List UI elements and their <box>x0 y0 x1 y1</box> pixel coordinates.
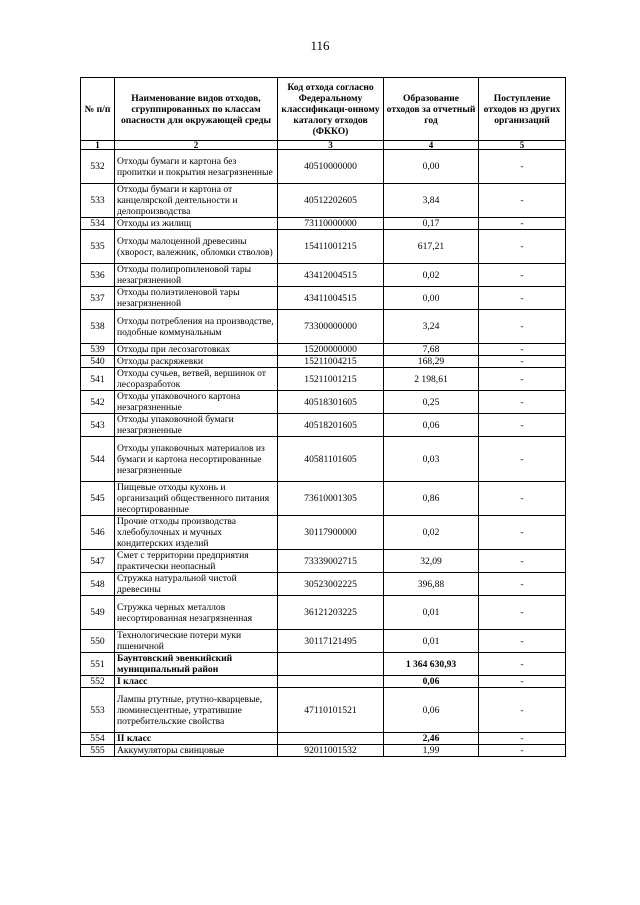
formed-amount: 396,88 <box>384 573 479 596</box>
row-number: 541 <box>81 368 115 391</box>
received-amount: - <box>479 573 566 596</box>
header-code: Код отхода согласно Федеральному классификаци-онному каталогу отходов (ФККО) <box>278 78 384 141</box>
waste-name: Отходы из жилищ <box>115 218 278 230</box>
formed-amount: 0,06 <box>384 688 479 733</box>
received-amount: - <box>479 437 566 482</box>
waste-name: II класс <box>115 733 278 745</box>
waste-name: Отходы сучьев, ветвей, вершинок от лесоразработок <box>115 368 278 391</box>
table-row <box>81 482 566 516</box>
header-num: № п/п <box>81 78 115 141</box>
formed-amount: 0,02 <box>384 516 479 550</box>
waste-name: Отходы упаковочной бумаги незагрязненные <box>115 414 278 437</box>
formed-amount: 2 198,61 <box>384 368 479 391</box>
row-number: 534 <box>81 218 115 230</box>
formed-amount: 0,01 <box>384 630 479 653</box>
column-number: 5 <box>479 141 566 150</box>
header-row <box>81 78 566 141</box>
fkko-code: 73110000000 <box>278 218 384 230</box>
waste-name: Стружка натуральной чистой древесины <box>115 573 278 596</box>
waste-name: Смет с территории предприятия практически неопасный <box>115 550 278 573</box>
table-row <box>81 218 566 230</box>
row-number: 540 <box>81 356 115 368</box>
table-row <box>81 184 566 218</box>
fkko-code <box>278 653 384 676</box>
formed-amount: 0,17 <box>384 218 479 230</box>
table-row <box>81 630 566 653</box>
table-row <box>81 150 566 184</box>
fkko-code: 15200000000 <box>278 344 384 356</box>
table-row <box>81 230 566 264</box>
row-number: 545 <box>81 482 115 516</box>
fkko-code: 30117900000 <box>278 516 384 550</box>
row-number: 546 <box>81 516 115 550</box>
waste-name: Лампы ртутные, ртутно-кварцевые, люминесцентные, утратившие потребительские свойства <box>115 688 278 733</box>
fkko-code: 40512202605 <box>278 184 384 218</box>
fkko-code: 43411004515 <box>278 287 384 310</box>
received-amount: - <box>479 230 566 264</box>
waste-name: I класс <box>115 676 278 688</box>
header-name: Наименование видов отходов, сгруппированных по классам опасности для окружающей среды <box>115 78 278 141</box>
fkko-code: 40518301605 <box>278 391 384 414</box>
formed-amount: 0,25 <box>384 391 479 414</box>
row-number: 535 <box>81 230 115 264</box>
waste-name: Отходы бумаги и картона без пропитки и покрытия незагрязненные <box>115 150 278 184</box>
table-row <box>81 264 566 287</box>
table-row <box>81 516 566 550</box>
table-row <box>81 414 566 437</box>
table-body <box>81 150 566 757</box>
column-number: 3 <box>278 141 384 150</box>
fkko-code: 47110101521 <box>278 688 384 733</box>
received-amount: - <box>479 391 566 414</box>
received-amount: - <box>479 150 566 184</box>
received-amount: - <box>479 310 566 344</box>
received-amount: - <box>479 596 566 630</box>
formed-amount: 0,02 <box>384 264 479 287</box>
received-amount: - <box>479 630 566 653</box>
fkko-code: 43412004515 <box>278 264 384 287</box>
formed-amount: 7,68 <box>384 344 479 356</box>
received-amount: - <box>479 733 566 745</box>
row-number: 539 <box>81 344 115 356</box>
fkko-code: 73339002715 <box>278 550 384 573</box>
formed-amount: 3,24 <box>384 310 479 344</box>
table-row <box>81 676 566 688</box>
fkko-code <box>278 733 384 745</box>
received-amount: - <box>479 688 566 733</box>
fkko-code: 73610001305 <box>278 482 384 516</box>
fkko-code <box>278 676 384 688</box>
formed-amount: 0,01 <box>384 596 479 630</box>
waste-name: Пищевые отходы кухонь и организаций общественного питания несортированные <box>115 482 278 516</box>
row-number: 533 <box>81 184 115 218</box>
row-number: 542 <box>81 391 115 414</box>
table-row <box>81 733 566 745</box>
table-row <box>81 573 566 596</box>
table-row <box>81 368 566 391</box>
received-amount: - <box>479 516 566 550</box>
received-amount: - <box>479 676 566 688</box>
table-row <box>81 391 566 414</box>
row-number: 554 <box>81 733 115 745</box>
row-number: 555 <box>81 745 115 757</box>
waste-name: Стружка черных металлов несортированная незагрязненная <box>115 596 278 630</box>
received-amount: - <box>479 368 566 391</box>
row-number: 552 <box>81 676 115 688</box>
fkko-code: 92011001532 <box>278 745 384 757</box>
waste-name: Отходы упаковочного картона незагрязненные <box>115 391 278 414</box>
row-number: 538 <box>81 310 115 344</box>
waste-name: Отходы бумаги и картона от канцелярской деятельности и делопроизводства <box>115 184 278 218</box>
row-number: 549 <box>81 596 115 630</box>
row-number: 537 <box>81 287 115 310</box>
row-number: 551 <box>81 653 115 676</box>
fkko-code: 36121203225 <box>278 596 384 630</box>
formed-amount: 1,99 <box>384 745 479 757</box>
received-amount: - <box>479 264 566 287</box>
formed-amount: 0,00 <box>384 287 479 310</box>
column-number: 1 <box>81 141 115 150</box>
waste-name: Отходы полипропиленовой тары незагрязненной <box>115 264 278 287</box>
waste-name: Отходы потребления на производстве, подобные коммунальным <box>115 310 278 344</box>
column-number: 2 <box>115 141 278 150</box>
row-number: 553 <box>81 688 115 733</box>
received-amount: - <box>479 218 566 230</box>
waste-name: Отходы упаковочных материалов из бумаги и картона несортированные незагрязненные <box>115 437 278 482</box>
formed-amount: 3,84 <box>384 184 479 218</box>
column-number-row <box>81 141 566 150</box>
formed-amount: 168,29 <box>384 356 479 368</box>
formed-amount: 617,21 <box>384 230 479 264</box>
received-amount: - <box>479 550 566 573</box>
formed-amount: 2,46 <box>384 733 479 745</box>
row-number: 532 <box>81 150 115 184</box>
row-number: 543 <box>81 414 115 437</box>
header-received: Поступление отходов из других организаций <box>479 78 566 141</box>
formed-amount: 0,00 <box>384 150 479 184</box>
fkko-code: 15211001215 <box>278 368 384 391</box>
received-amount: - <box>479 356 566 368</box>
waste-name: Баунтовский эвенкийский муниципальный район <box>115 653 278 676</box>
received-amount: - <box>479 414 566 437</box>
formed-amount: 1 364 630,93 <box>384 653 479 676</box>
received-amount: - <box>479 287 566 310</box>
received-amount: - <box>479 344 566 356</box>
row-number: 536 <box>81 264 115 287</box>
formed-amount: 32,09 <box>384 550 479 573</box>
header-formed: Образование отходов за отчетный год <box>384 78 479 141</box>
table-row <box>81 745 566 757</box>
table-row <box>81 437 566 482</box>
fkko-code: 15411001215 <box>278 230 384 264</box>
formed-amount: 0,06 <box>384 414 479 437</box>
table-row <box>81 287 566 310</box>
table-row <box>81 356 566 368</box>
received-amount: - <box>479 482 566 516</box>
formed-amount: 0,06 <box>384 676 479 688</box>
waste-name: Отходы полиэтиленовой тары незагрязненной <box>115 287 278 310</box>
table-row <box>81 596 566 630</box>
received-amount: - <box>479 184 566 218</box>
row-number: 544 <box>81 437 115 482</box>
waste-name: Технологические потери муки пшеничной <box>115 630 278 653</box>
table-row <box>81 310 566 344</box>
received-amount: - <box>479 745 566 757</box>
received-amount: - <box>479 653 566 676</box>
table-row <box>81 653 566 676</box>
table-row <box>81 688 566 733</box>
page-number: 116 <box>310 38 330 53</box>
formed-amount: 0,86 <box>384 482 479 516</box>
fkko-code: 30117121495 <box>278 630 384 653</box>
fkko-code: 30523002225 <box>278 573 384 596</box>
fkko-code: 15211004215 <box>278 356 384 368</box>
row-number: 547 <box>81 550 115 573</box>
fkko-code: 40510000000 <box>278 150 384 184</box>
fkko-code: 40518201605 <box>278 414 384 437</box>
row-number: 548 <box>81 573 115 596</box>
table-row <box>81 550 566 573</box>
column-number: 4 <box>384 141 479 150</box>
waste-name: Отходы при лесозаготовках <box>115 344 278 356</box>
waste-name: Отходы раскряжевки <box>115 356 278 368</box>
table-row <box>81 344 566 356</box>
formed-amount: 0,03 <box>384 437 479 482</box>
fkko-code: 40581101605 <box>278 437 384 482</box>
waste-table <box>80 77 566 757</box>
fkko-code: 73300000000 <box>278 310 384 344</box>
waste-name: Аккумуляторы свинцовые <box>115 745 278 757</box>
waste-name: Отходы малоценной древесины (хворост, валежник, обломки стволов) <box>115 230 278 264</box>
row-number: 550 <box>81 630 115 653</box>
waste-name: Прочие отходы производства хлебобулочных и мучных кондитерских изделий <box>115 516 278 550</box>
